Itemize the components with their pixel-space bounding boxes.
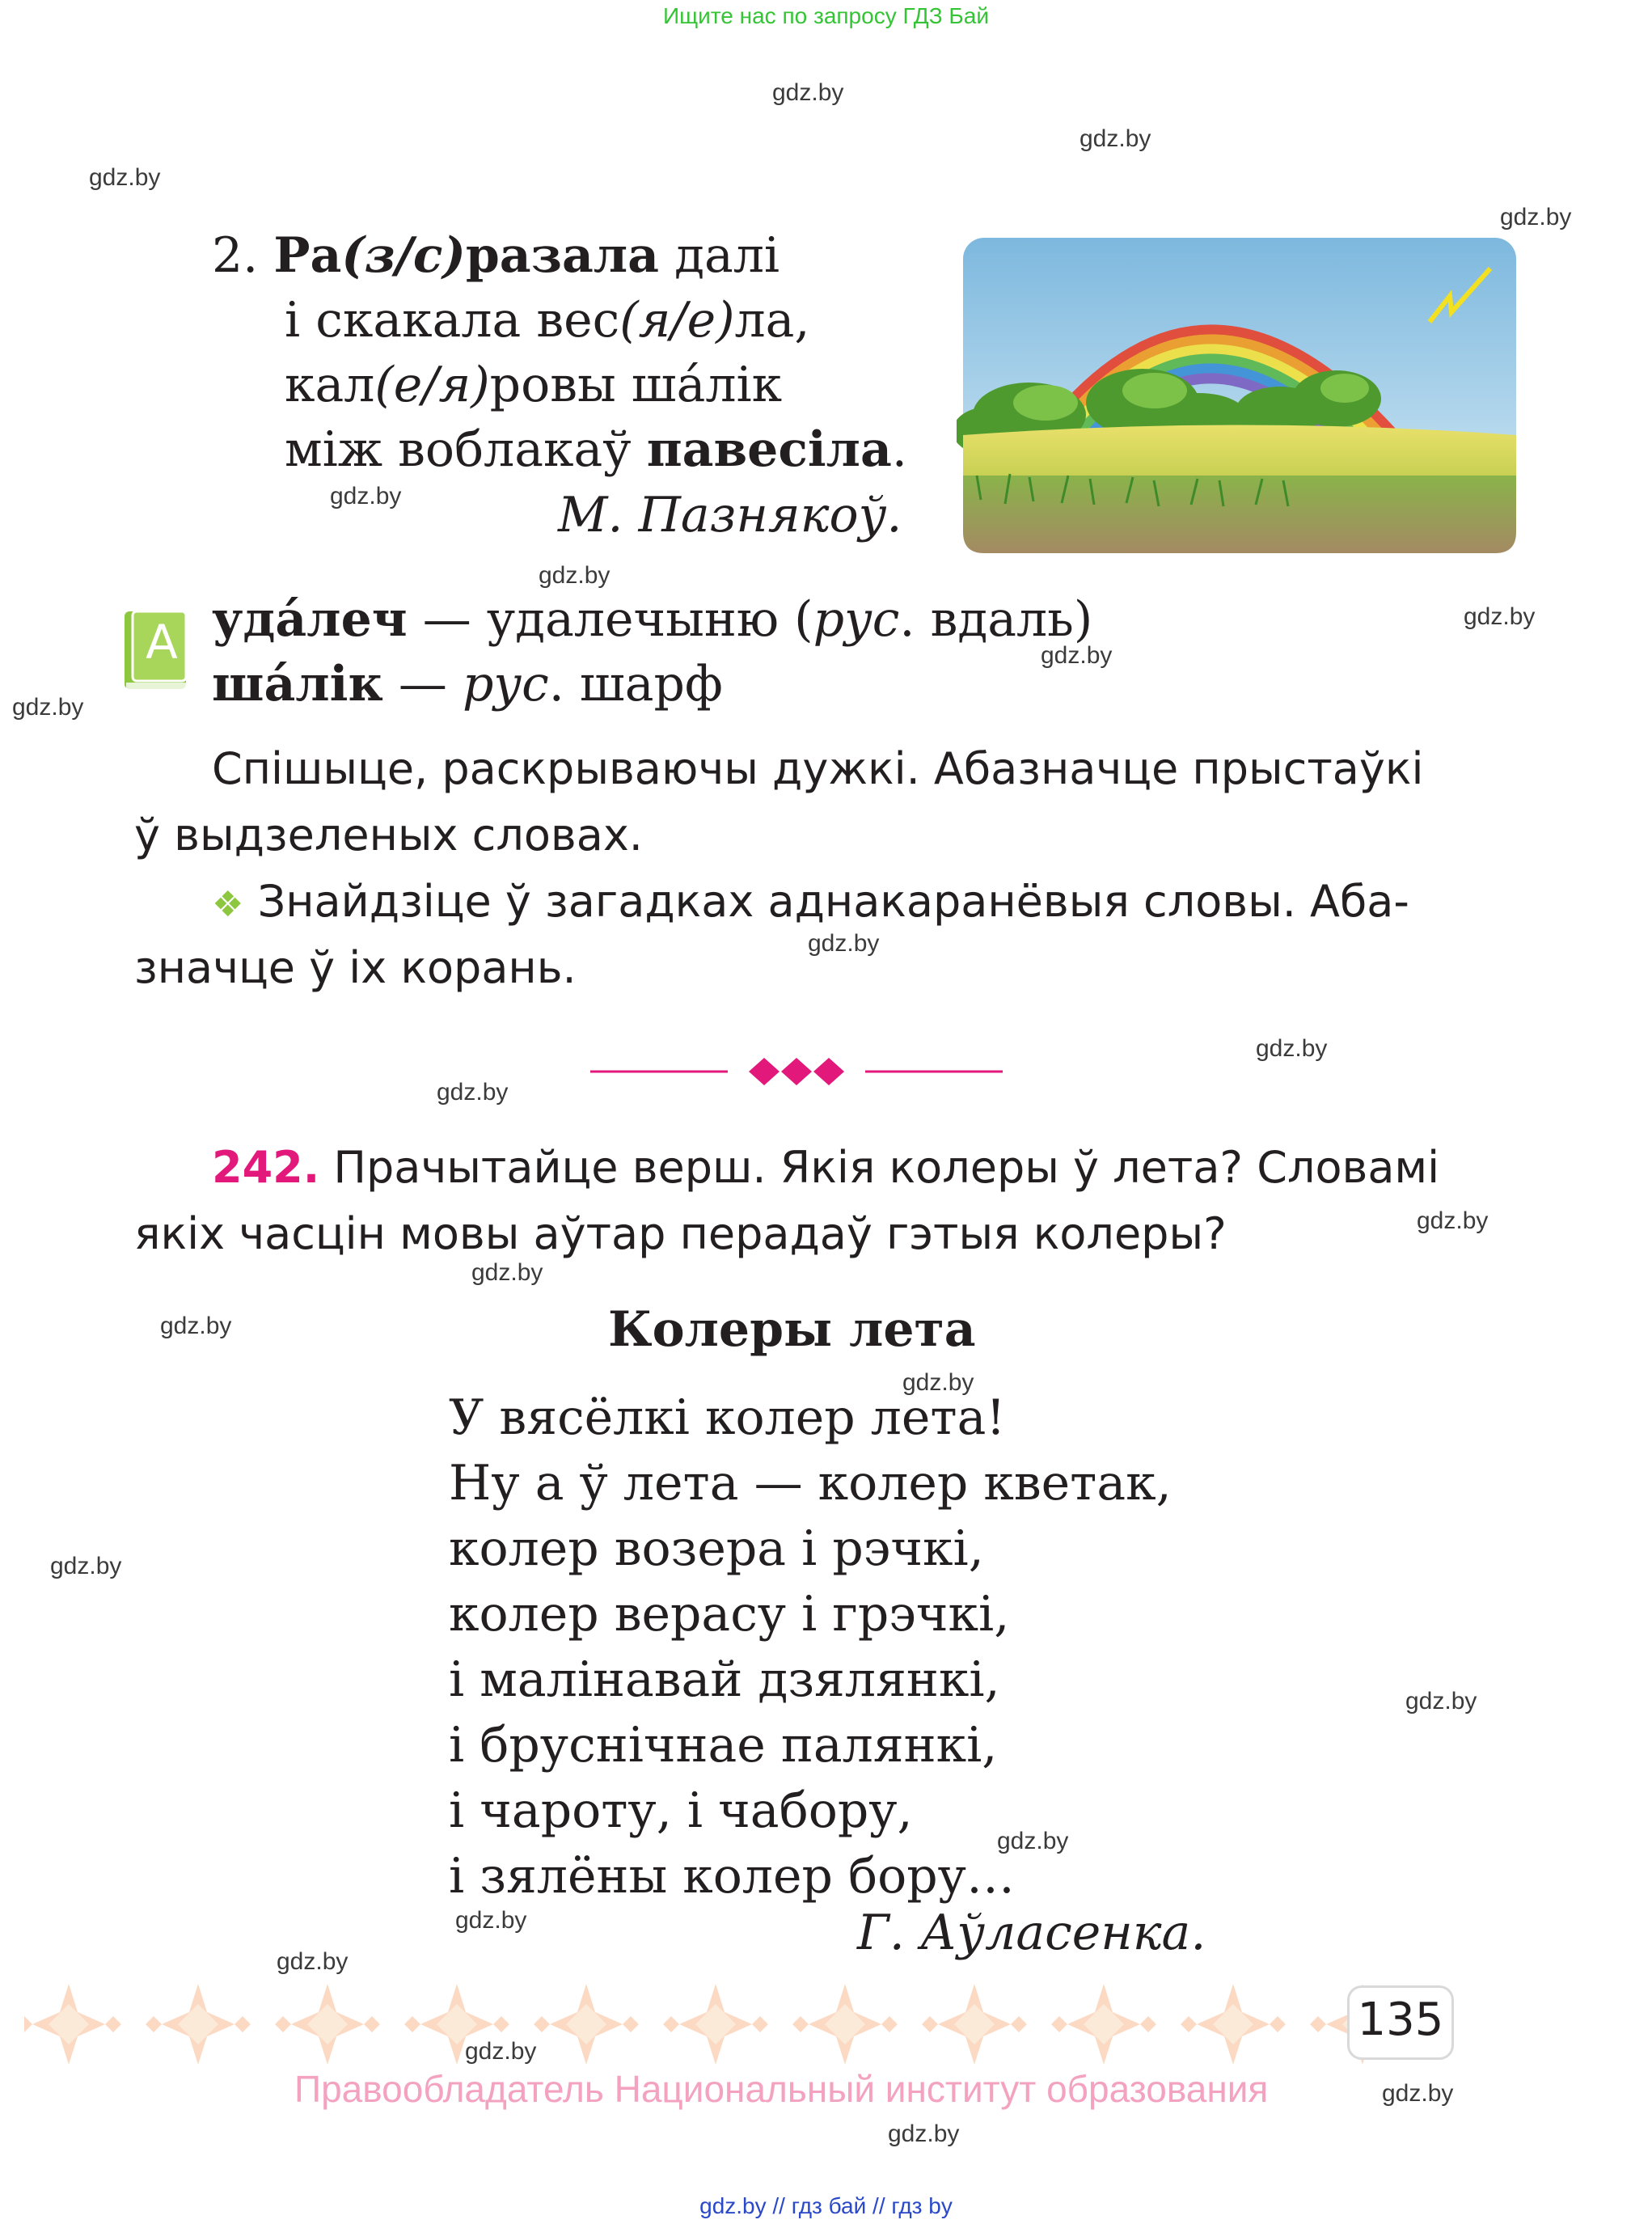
- glossary-entry-1: [212, 587, 1092, 652]
- exercise-line-1: [212, 1135, 1439, 1201]
- watermark: gdz.by: [1080, 125, 1151, 152]
- watermark: gdz.by: [997, 1828, 1069, 1854]
- riddle-line-4: [285, 417, 907, 482]
- poem-line: колер возера і рэчкі,: [449, 1520, 984, 1577]
- task-line-4: значце ў іх корань.: [134, 942, 577, 993]
- watermark: gdz.by: [330, 483, 402, 509]
- section-divider: [590, 1051, 1003, 1092]
- watermark: gdz.by: [1256, 1035, 1328, 1062]
- poem-line: і бруснічнае палянкі,: [449, 1717, 998, 1774]
- riddle-text: разала: [465, 227, 660, 284]
- watermark: gdz.by: [465, 2038, 537, 2065]
- riddle-text: між воблакаў: [285, 421, 647, 478]
- watermark: gdz.by: [471, 1259, 543, 1286]
- watermark: gdz.by: [1405, 1688, 1477, 1715]
- riddle-choice: (з/с): [341, 227, 466, 284]
- task-line-3: [212, 869, 1409, 938]
- watermark: gdz.by: [539, 562, 611, 589]
- watermark: gdz.by: [888, 2120, 960, 2147]
- glossary-word: ша́лік: [212, 656, 383, 712]
- poem-line: колер верасу і грэчкі,: [449, 1586, 1010, 1643]
- riddle-author: М. Пазнякоў.: [558, 487, 902, 543]
- copyright-text: Правообладатель Национальный институт образования: [294, 2068, 1269, 2110]
- watermark: gdz.by: [50, 1553, 122, 1579]
- riddle-text: .: [891, 421, 907, 478]
- exercise-text: Прачытайце верш. Якія колеры ў лета? Словамі: [319, 1142, 1440, 1193]
- exercise-number: 242.: [212, 1142, 320, 1193]
- page-number: 135: [1357, 1994, 1444, 2046]
- riddle-bold-word: павесіла: [646, 421, 892, 478]
- glossary-abbr: рус: [462, 656, 549, 712]
- riddle-text: ла,: [734, 292, 810, 349]
- riddle-choice: (е/я): [374, 357, 490, 413]
- glossary-text: . шарф: [548, 656, 723, 712]
- watermark: gdz.by: [277, 1948, 349, 1975]
- poem-line: і зялёны колер бору…: [449, 1848, 1015, 1905]
- glossary-text: — удалечыню (: [407, 591, 813, 648]
- watermark: gdz.by: [808, 930, 880, 957]
- watermark: gdz.by: [1382, 2080, 1454, 2107]
- watermark: gdz.by: [1417, 1207, 1489, 1234]
- poem-line: і малінавай дзялянкі,: [449, 1651, 1000, 1708]
- watermark: gdz.by: [1464, 603, 1536, 630]
- watermark: gdz.by: [1041, 642, 1113, 669]
- riddle-text: і скакала вес: [285, 292, 620, 349]
- riddle-line-3: [285, 353, 782, 417]
- glossary-entry-2: [212, 652, 723, 717]
- poem-title: Колеры лета: [608, 1301, 976, 1358]
- rainbow-illustration: [957, 233, 1523, 560]
- watermark: gdz.by: [1500, 204, 1572, 230]
- dictionary-icon-letter: А: [146, 615, 178, 670]
- riddle-text: кал: [285, 357, 375, 413]
- task-text: Знайдзіце ў загадках аднакаранёвыя словы. Аба-: [243, 876, 1409, 927]
- poem-line: Ну а ў лета — колер кветак,: [449, 1455, 1172, 1512]
- poem-body: [449, 1385, 1172, 1909]
- diamond-bullet-icon: ❖: [212, 884, 244, 925]
- watermark: gdz.by: [89, 164, 161, 191]
- watermark: gdz.by: [772, 79, 844, 106]
- riddle-number: 2.: [212, 227, 259, 284]
- top-search-note[interactable]: Ищите нас по запросу ГДЗ Бай: [662, 3, 990, 28]
- watermark: gdz.by: [455, 1907, 527, 1934]
- riddle-text: Ра: [273, 227, 342, 284]
- glossary-text: . вдаль): [899, 591, 1093, 648]
- riddle-text: далі: [659, 227, 780, 284]
- glossary-word: уда́леч: [212, 591, 408, 648]
- riddle-choice: (я/е): [619, 292, 735, 349]
- riddle-line-1: [212, 223, 780, 288]
- riddle-text: ровы ша́лік: [489, 357, 783, 413]
- poem-line: У вясёлкі колер лета!: [449, 1389, 1006, 1446]
- poem-line: і чароту, і чабору,: [449, 1782, 913, 1839]
- folk-ornament-border: [24, 1980, 1504, 2069]
- watermark: gdz.by: [12, 694, 84, 721]
- riddle-line-2: [285, 288, 810, 353]
- watermark: gdz.by: [437, 1079, 509, 1106]
- watermark: gdz.by: [902, 1369, 974, 1396]
- exercise-line-2: якіх часцін мовы аўтар перадаў гэтыя колеры?: [134, 1208, 1227, 1259]
- bottom-links[interactable]: gdz.by // гдз бай // гдз by: [699, 2193, 953, 2218]
- glossary-abbr: рус: [813, 591, 900, 648]
- task-line-2: ў выдзеленых словах.: [134, 810, 643, 860]
- poem-author: Г. Аўласенка.: [857, 1905, 1206, 1961]
- watermark: gdz.by: [160, 1313, 232, 1339]
- glossary-text: —: [382, 656, 463, 712]
- task-line-1: Спішыце, раскрываючы дужкі. Абазначце прыстаўкі: [212, 743, 1424, 794]
